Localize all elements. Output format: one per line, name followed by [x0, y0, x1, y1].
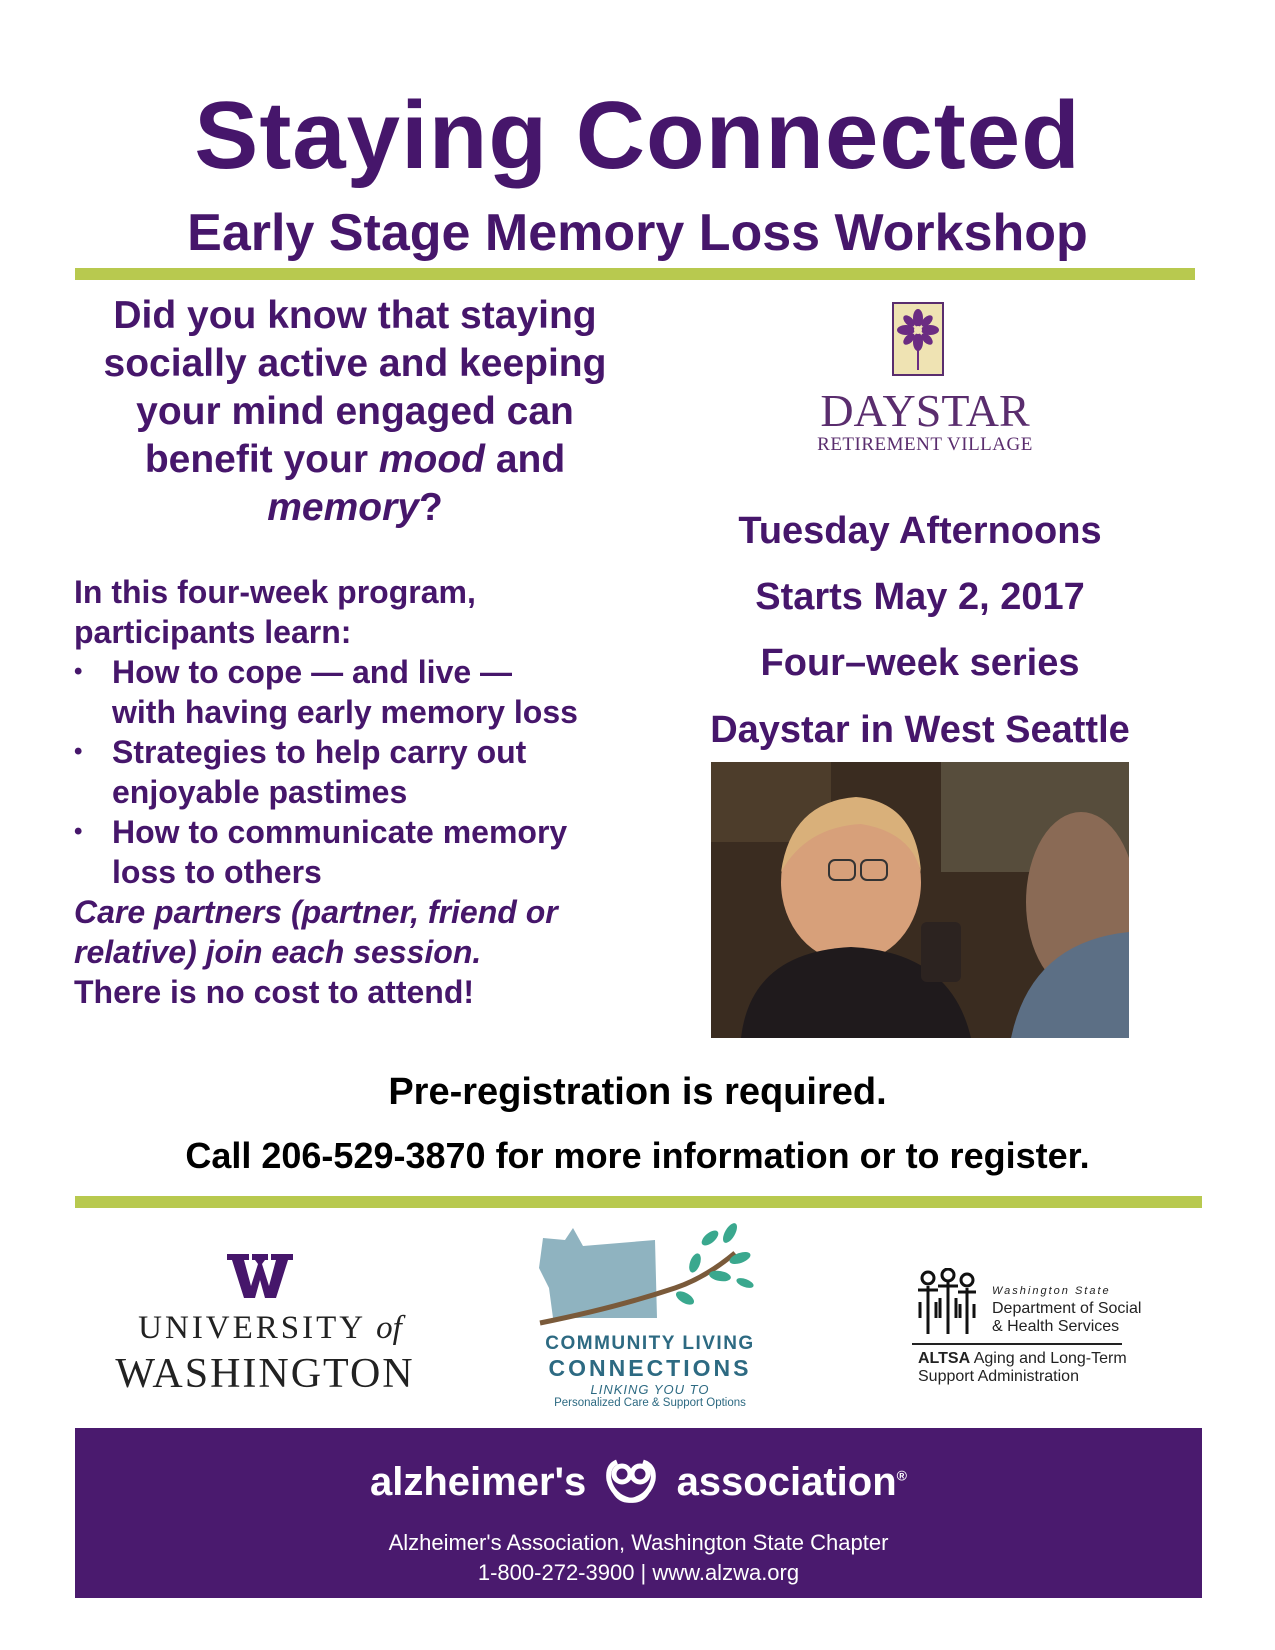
cost-note: There is no cost to attend! [74, 974, 475, 1010]
daystar-flower-icon [892, 302, 944, 376]
page-subtitle: Early Stage Memory Loss Workshop [187, 204, 1088, 262]
list-item-text: • How to communicate memory [112, 814, 568, 850]
learning-list [74, 652, 644, 892]
list-item [74, 652, 644, 732]
clc-logo-line1: COMMUNITY LIVING [545, 1333, 755, 1354]
list-item-text: enjoyable pastimes [112, 774, 408, 810]
schedule-day: Tuesday Afternoons [738, 510, 1102, 552]
schedule-start: Starts May 2, 2017 [755, 576, 1085, 618]
question-emphasis: memory [267, 486, 419, 529]
program-intro: In this four-week program, [74, 574, 476, 610]
schedule-location: Daystar in West Seattle [710, 709, 1130, 751]
list-item-text: • Strategies to help carry out [112, 734, 527, 770]
alz-brand-text: association [676, 1460, 897, 1505]
intro-question [70, 292, 640, 532]
alz-contact-info: 1-800-272-3900 | www.alzwa.org [477, 1560, 800, 1585]
list-item [74, 732, 644, 812]
preregistration-notice: Pre-registration is required. [388, 1071, 887, 1113]
list-item [74, 812, 644, 892]
question-text: ? [418, 486, 443, 529]
clc-logo-line2: CONNECTIONS [548, 1355, 752, 1381]
bottom-divider [75, 1196, 1202, 1208]
dshs-state-label: Washington State [992, 1285, 1111, 1297]
program-intro: participants learn: [74, 614, 352, 650]
uw-logo-text: of [376, 1310, 402, 1346]
altsa-name [918, 1350, 1127, 1386]
uw-w-logo-icon [225, 1252, 295, 1300]
question-text: benefit your [144, 438, 379, 481]
altsa-acronym: ALTSA [918, 1350, 971, 1367]
care-partner-note: relative) join each session. [74, 934, 482, 970]
alz-wordmark [75, 1456, 1202, 1513]
clc-logo-tagline: LINKING YOU TO [590, 1382, 710, 1397]
uw-logo-line1 [120, 1310, 420, 1347]
alz-brand-text: alzheimer's [370, 1460, 587, 1505]
top-divider [75, 268, 1195, 280]
program-description [74, 572, 644, 1012]
question-text: and [485, 438, 566, 481]
call-to-register: Call 206-529-3870 for more information or to register. [185, 1135, 1090, 1176]
alz-purple-knot-icon [603, 1456, 659, 1513]
question-line [70, 484, 640, 532]
schedule-series: Four–week series [760, 642, 1080, 684]
uw-logo-text: UNIVERSITY [138, 1310, 365, 1346]
question-line: your mind engaged can [136, 390, 574, 433]
page-title: Staying Connected [194, 82, 1081, 189]
alz-chapter-name: Alzheimer's Association, Washington State Chapter [388, 1530, 889, 1555]
list-item-text: loss to others [112, 854, 322, 890]
question-line: socially active and keeping [103, 342, 607, 385]
daystar-logo-name: DAYSTAR [820, 385, 1030, 436]
altsa-text: Aging and Long-Term [970, 1350, 1127, 1367]
question-emphasis: mood [378, 438, 485, 481]
dshs-department-name [992, 1300, 1141, 1336]
registered-mark: ® [896, 1467, 907, 1484]
clc-logo-tagline: Personalized Care & Support Options [554, 1397, 746, 1409]
washington-map-icon [535, 1218, 755, 1336]
dshs-divider [912, 1343, 1122, 1345]
list-item-text: with having early memory loss [112, 694, 578, 730]
dshs-department-text: & Health Services [992, 1318, 1120, 1335]
care-partner-note: Care partners (partner, friend or [74, 894, 558, 930]
participants-photo [711, 762, 1129, 1038]
daystar-logo-subtitle: RETIREMENT VILLAGE [817, 434, 1033, 455]
dshs-people-icon [912, 1268, 982, 1336]
dshs-department-text: Department of Social [992, 1300, 1142, 1317]
altsa-text: Support Administration [918, 1368, 1079, 1385]
uw-logo-line2: WASHINGTON [115, 1351, 415, 1397]
question-line [70, 436, 640, 484]
alz-footer [75, 1428, 1202, 1598]
list-item-text: • How to cope — and live — [112, 654, 513, 690]
question-line: Did you know that staying [113, 294, 597, 337]
